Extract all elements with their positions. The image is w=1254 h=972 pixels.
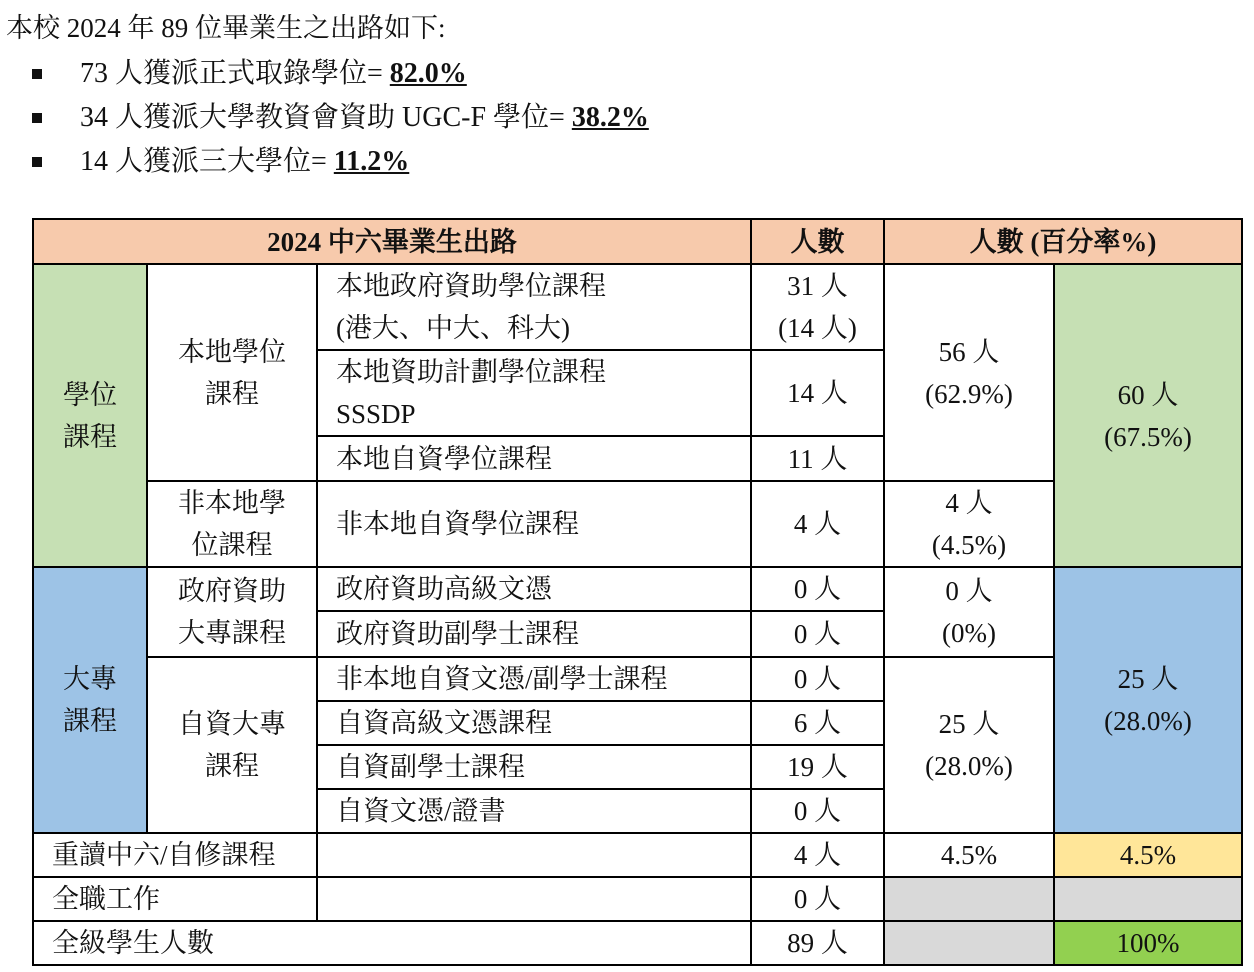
repeat-label: 重讀中六/自修課程 xyxy=(33,833,317,877)
course-count: 31 人 (14 人) xyxy=(751,264,884,350)
summary-value: 82.0% xyxy=(389,58,467,89)
table-row xyxy=(33,567,1242,611)
local-degree-label: 本地學位 課程 xyxy=(147,264,317,481)
subdegree-group-label: 大專 課程 xyxy=(33,567,147,833)
course-name: 非本地自資文憑/副學士課程 xyxy=(317,657,751,701)
intro-text: 本校 2024 年 89 位畢業生之出路如下: xyxy=(6,13,446,43)
course-count: 19 人 xyxy=(751,745,884,789)
local-degree-subtotal: 56 人 (62.9%) xyxy=(884,264,1054,481)
course-count: 0 人 xyxy=(751,567,884,611)
bullet-square-icon xyxy=(32,157,42,167)
table-row xyxy=(33,264,1242,350)
summary-item xyxy=(28,96,649,140)
subdegree-total: 25 人 (28.0%) xyxy=(1054,567,1242,833)
course-name: 政府資助高級文憑 xyxy=(317,567,751,611)
summary-text: 14 人獲派三大學位= xyxy=(80,146,334,177)
header-destination: 2024 中六畢業生出路 xyxy=(33,219,751,264)
summary-text: 34 人獲派大學教資會資助 UGC-F 學位= xyxy=(80,102,572,133)
table-row xyxy=(33,877,1242,921)
course-name: 本地政府資助學位課程 (港大、中大、科大) xyxy=(317,264,751,350)
course-count: 14 人 xyxy=(751,350,884,436)
bullet-square-icon xyxy=(32,113,42,123)
summary-list xyxy=(28,52,649,184)
course-name: 本地資助計劃學位課程 SSSDP xyxy=(317,350,751,436)
summary-item xyxy=(28,140,649,184)
course-name: 本地自資學位課程 xyxy=(317,436,751,481)
degree-group-label: 學位 課程 xyxy=(33,264,147,567)
summary-value: 38.2% xyxy=(571,102,649,133)
course-name: 非本地自資學位課程 xyxy=(317,481,751,567)
header-percentage: 人數 (百分率%) xyxy=(884,219,1242,264)
work-count: 0 人 xyxy=(751,877,884,921)
repeat-count: 4 人 xyxy=(751,833,884,877)
all-students-label: 全級學生人數 xyxy=(33,921,751,965)
empty-cell xyxy=(317,877,751,921)
self-subdegree-subtotal: 25 人 (28.0%) xyxy=(884,657,1054,833)
empty-gray-cell xyxy=(1054,877,1242,921)
table-row xyxy=(33,921,1242,965)
repeat-percentage: 4.5% xyxy=(884,833,1054,877)
course-name: 自資文憑/證書 xyxy=(317,789,751,833)
all-students-count: 89 人 xyxy=(751,921,884,965)
summary-item xyxy=(28,52,649,96)
work-label: 全職工作 xyxy=(33,877,317,921)
course-count: 4 人 xyxy=(751,481,884,567)
degree-total: 60 人 (67.5%) xyxy=(1054,264,1242,567)
nonlocal-degree-label: 非本地學 位課程 xyxy=(147,481,317,567)
summary-value: 11.2% xyxy=(333,146,410,177)
header-row xyxy=(33,219,1242,264)
repeat-total: 4.5% xyxy=(1054,833,1242,877)
empty-gray-cell xyxy=(884,877,1054,921)
all-students-total: 100% xyxy=(1054,921,1242,965)
table-row xyxy=(33,833,1242,877)
course-name: 自資高級文憑課程 xyxy=(317,701,751,745)
course-count: 0 人 xyxy=(751,657,884,701)
gov-subdegree-subtotal: 0 人 (0%) xyxy=(884,567,1054,657)
destination-table xyxy=(32,218,1243,966)
course-name: 政府資助副學士課程 xyxy=(317,611,751,657)
nonlocal-degree-subtotal: 4 人 (4.5%) xyxy=(884,481,1054,567)
self-subdegree-label: 自資大專 課程 xyxy=(147,657,317,833)
course-count: 11 人 xyxy=(751,436,884,481)
summary-text: 73 人獲派正式取錄學位= xyxy=(80,58,390,89)
course-count: 0 人 xyxy=(751,789,884,833)
header-count: 人數 xyxy=(751,219,884,264)
empty-cell xyxy=(317,833,751,877)
empty-gray-cell xyxy=(884,921,1054,965)
bullet-square-icon xyxy=(32,69,42,79)
course-count: 0 人 xyxy=(751,611,884,657)
gov-subdegree-label: 政府資助 大專課程 xyxy=(147,567,317,657)
course-count: 6 人 xyxy=(751,701,884,745)
course-name: 自資副學士課程 xyxy=(317,745,751,789)
